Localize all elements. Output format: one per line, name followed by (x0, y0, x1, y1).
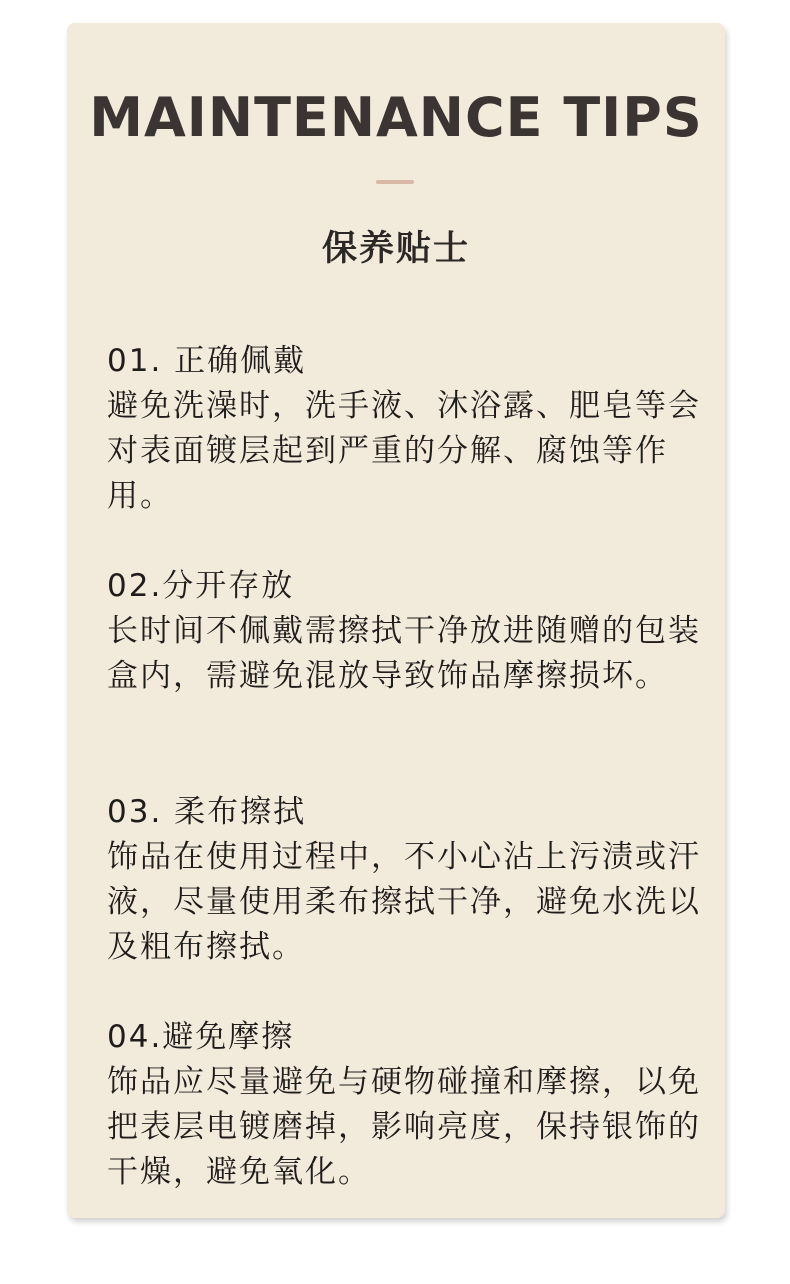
tip-item-4 (107, 1015, 707, 1195)
tip-body: 饰品在使用过程中，不小心沾上污渍或汗液，尽量使用柔布擦拭干净，避免水洗以及粗布擦拭。 (107, 839, 701, 965)
tip-item-2 (107, 564, 707, 699)
tip-body: 避免洗澡时，洗手液、沐浴露、肥皂等会对表面镀层起到严重的分解、腐蚀等作用。 (107, 388, 701, 514)
maintenance-tips-card (67, 23, 725, 1218)
tip-body: 长时间不佩戴需擦拭干净放进随赠的包装盒内，需避免混放导致饰品摩擦损坏。 (107, 613, 701, 694)
tip-heading: 03. 柔布擦拭 (107, 794, 307, 830)
tip-heading: 01. 正确佩戴 (107, 343, 307, 379)
tip-heading: 02.分开存放 (107, 568, 295, 604)
title-english: MAINTENANCE TIPS (89, 86, 703, 149)
tip-item-1 (107, 339, 707, 519)
title-chinese: 保养贴士 (321, 229, 470, 269)
tip-body: 饰品应尽量避免与硬物碰撞和摩擦，以免把表层电镀磨掉，影响亮度，保持银饰的干燥，避免氧化。 (107, 1064, 701, 1190)
title-divider (376, 180, 414, 184)
tip-item-3 (107, 790, 707, 970)
tip-heading: 04.避免摩擦 (107, 1019, 295, 1055)
